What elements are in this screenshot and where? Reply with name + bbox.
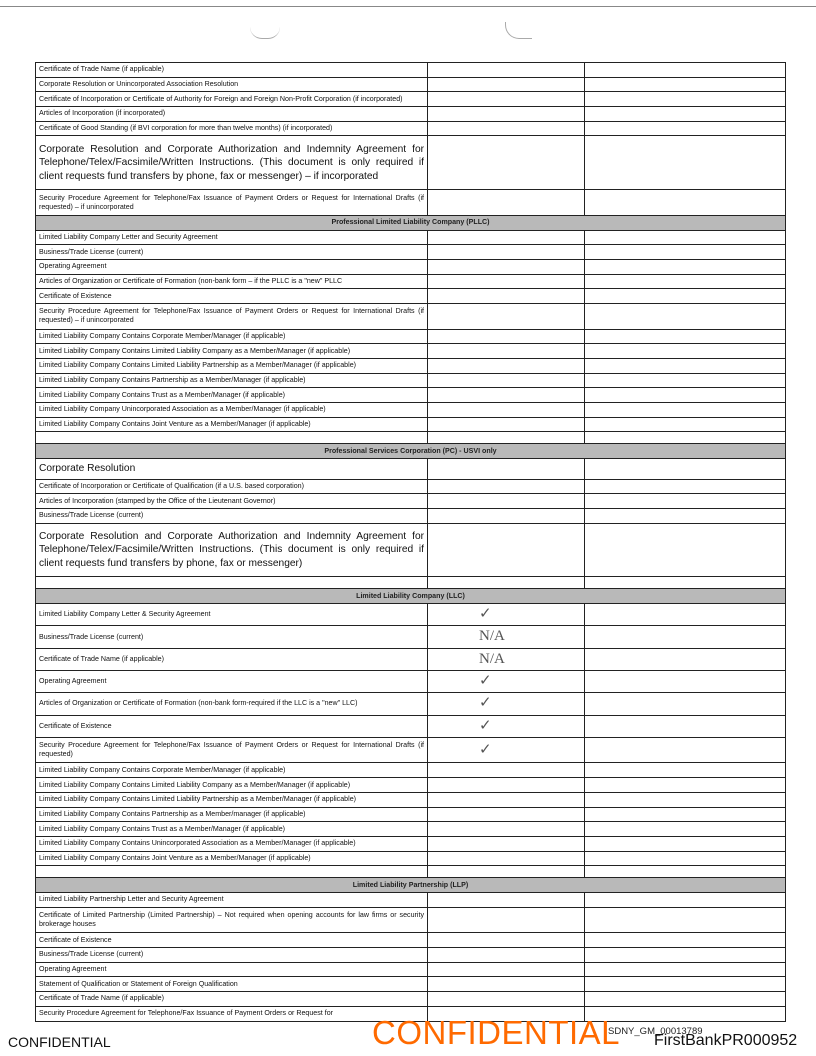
- comments-cell: [585, 373, 786, 388]
- checklist-row: [36, 92, 786, 107]
- checklist-row: [36, 303, 786, 329]
- checklist-row: [36, 479, 786, 494]
- requirement-label: Security Procedure Agreement for Telephone/Fax Issuance of Payment Orders or Request for International Drafts (if requested) – if unincorporated: [36, 190, 428, 216]
- checklist-row: [36, 992, 786, 1007]
- checklist-row: [36, 933, 786, 948]
- section-header: [36, 589, 786, 604]
- requirement-label: Certificate of Trade Name (if applicable): [36, 992, 428, 1007]
- received-cell: [428, 778, 585, 793]
- comments-cell: [585, 907, 786, 933]
- checklist-row: [36, 121, 786, 136]
- received-cell: [428, 892, 585, 907]
- checklist-row: [36, 523, 786, 577]
- checklist-row: [36, 136, 786, 190]
- blank-cell: [36, 577, 428, 589]
- received-cell: [428, 907, 585, 933]
- checklist-row: [36, 107, 786, 122]
- handwritten-mark: N/A: [479, 650, 505, 667]
- received-cell: [428, 763, 585, 778]
- received-cell: [428, 737, 585, 763]
- received-cell: [428, 962, 585, 977]
- comments-cell: [585, 715, 786, 737]
- received-cell: [428, 648, 585, 670]
- handwritten-mark: N/A: [479, 628, 505, 645]
- received-cell: [428, 63, 585, 78]
- handwritten-mark: ✓: [479, 717, 492, 734]
- requirement-label: Limited Liability Company Contains Limited Liability Company as a Member/Manager (if applicable): [36, 778, 428, 793]
- checklist-row: [36, 626, 786, 648]
- received-cell: [428, 715, 585, 737]
- requirement-label: Articles of Incorporation (stamped by the Office of the Lieutenant Governor): [36, 494, 428, 509]
- comments-cell: [585, 648, 786, 670]
- requirement-label: Certificate of Existence: [36, 933, 428, 948]
- requirement-label: Operating Agreement: [36, 670, 428, 692]
- received-cell: [428, 948, 585, 963]
- received-cell: [428, 344, 585, 359]
- checklist-row: [36, 344, 786, 359]
- checklist-row: [36, 359, 786, 374]
- comments-cell: [585, 670, 786, 692]
- handwritten-mark: ✓: [479, 695, 492, 712]
- requirement-label: Limited Liability Company Contains Joint Venture as a Member/Manager (if applicable): [36, 417, 428, 432]
- checklist-row: [36, 807, 786, 822]
- requirement-label: Limited Liability Company Contains Trust as a Member/Manager (if applicable): [36, 822, 428, 837]
- section-header: [36, 215, 786, 230]
- received-cell: [428, 523, 585, 577]
- comments-cell: [585, 459, 786, 479]
- requirement-label: Corporate Resolution and Corporate Authorization and Indemnity Agreement for Telephone/Telex/Facsimile/Written Instructions. (This document is only required if client requests fund transfers by phone, fax or messenger) – if incorporated: [36, 136, 428, 190]
- checklist-row: [36, 274, 786, 289]
- scan-mark: [505, 22, 532, 39]
- requirement-label: Limited Liability Company Contains Limited Liability Partnership as a Member/Manager (if applicable): [36, 359, 428, 374]
- checklist-row: [36, 230, 786, 245]
- comments-cell: [585, 508, 786, 523]
- blank-cell: [585, 577, 786, 589]
- received-cell: [428, 136, 585, 190]
- requirement-label: Limited Liability Company Contains Trust as a Member/Manager (if applicable): [36, 388, 428, 403]
- received-cell: [428, 417, 585, 432]
- comments-cell: [585, 962, 786, 977]
- comments-cell: [585, 403, 786, 418]
- section-title: Professional Services Corporation (PC) - USVI only: [36, 444, 786, 459]
- comments-cell: [585, 63, 786, 78]
- comments-cell: [585, 792, 786, 807]
- comments-cell: [585, 626, 786, 648]
- comments-cell: [585, 388, 786, 403]
- requirement-label: Certificate of Trade Name (if applicable): [36, 648, 428, 670]
- handwritten-mark: ✓: [479, 673, 492, 690]
- received-cell: [428, 274, 585, 289]
- received-cell: [428, 851, 585, 866]
- received-cell: [428, 190, 585, 216]
- received-cell: [428, 508, 585, 523]
- checklist-row: [36, 792, 786, 807]
- comments-cell: [585, 948, 786, 963]
- requirement-label: Corporate Resolution: [36, 459, 428, 479]
- received-cell: [428, 373, 585, 388]
- received-cell: [428, 107, 585, 122]
- top-rule: [0, 6, 816, 7]
- received-cell: [428, 933, 585, 948]
- received-cell: [428, 836, 585, 851]
- comments-cell: [585, 822, 786, 837]
- checklist-row: [36, 693, 786, 715]
- checklist-row: [36, 763, 786, 778]
- checklist-row: [36, 778, 786, 793]
- received-cell: [428, 92, 585, 107]
- comments-cell: [585, 933, 786, 948]
- received-cell: [428, 792, 585, 807]
- checklist-row: [36, 494, 786, 509]
- requirement-label: Limited Liability Partnership Letter and Security Agreement: [36, 892, 428, 907]
- blank-row: [36, 432, 786, 444]
- received-cell: [428, 303, 585, 329]
- requirement-label: Certificate of Trade Name (if applicable): [36, 63, 428, 78]
- checklist-row: [36, 962, 786, 977]
- comments-cell: [585, 523, 786, 577]
- comments-cell: [585, 992, 786, 1007]
- requirement-label: Certificate of Existence: [36, 289, 428, 304]
- requirement-label: Certificate of Incorporation or Certificate of Qualification (if a U.S. based corporation): [36, 479, 428, 494]
- requirement-label: Security Procedure Agreement for Telephone/Fax Issuance of Payment Orders or Request for International Drafts (if requested): [36, 737, 428, 763]
- requirement-label: Operating Agreement: [36, 259, 428, 274]
- checklist-row: [36, 648, 786, 670]
- comments-cell: [585, 274, 786, 289]
- received-cell: [428, 121, 585, 136]
- comments-cell: [585, 329, 786, 344]
- blank-row: [36, 577, 786, 589]
- comments-cell: [585, 737, 786, 763]
- received-cell: [428, 388, 585, 403]
- received-cell: [428, 359, 585, 374]
- requirement-label: Business/Trade License (current): [36, 948, 428, 963]
- requirement-label: Security Procedure Agreement for Telephone/Fax Issuance of Payment Orders or Request for International Drafts (if requested) – if unincorporated: [36, 303, 428, 329]
- received-cell: [428, 807, 585, 822]
- requirement-label: Corporate Resolution or Unincorporated Association Resolution: [36, 77, 428, 92]
- received-cell: [428, 977, 585, 992]
- requirement-label: Limited Liability Company Contains Unincorporated Association as a Member/Manager (if applicable): [36, 836, 428, 851]
- received-cell: [428, 494, 585, 509]
- document-checklist-table: [35, 62, 786, 1022]
- bates-number: SDNY_GM_00013789: [608, 1026, 703, 1037]
- comments-cell: [585, 494, 786, 509]
- checklist-row: [36, 670, 786, 692]
- comments-cell: [585, 807, 786, 822]
- received-cell: [428, 259, 585, 274]
- comments-cell: [585, 763, 786, 778]
- requirement-label: Articles of Organization or Certificate of Formation (non-bank form – if the PLLC is a "new" PLLC: [36, 274, 428, 289]
- confidential-stamp: CONFIDENTIAL: [372, 1014, 621, 1051]
- comments-cell: [585, 230, 786, 245]
- requirement-label: Limited Liability Company Letter & Security Agreement: [36, 604, 428, 626]
- requirement-label: Limited Liability Company Contains Corporate Member/Manager (if applicable): [36, 763, 428, 778]
- checklist-row: [36, 190, 786, 216]
- comments-cell: [585, 851, 786, 866]
- blank-cell: [36, 432, 428, 444]
- checklist-row: [36, 715, 786, 737]
- requirement-label: Business/Trade License (current): [36, 508, 428, 523]
- requirement-label: Limited Liability Company Contains Joint Venture as a Member/Manager (if applicable): [36, 851, 428, 866]
- requirement-label: Certificate of Good Standing (if BVI corporation for more than twelve months) (if incorporated): [36, 121, 428, 136]
- comments-cell: [585, 479, 786, 494]
- comments-cell: [585, 604, 786, 626]
- checklist-row: [36, 63, 786, 78]
- comments-cell: [585, 303, 786, 329]
- received-cell: [428, 245, 585, 260]
- comments-cell: [585, 693, 786, 715]
- checklist-row: [36, 948, 786, 963]
- comments-cell: [585, 344, 786, 359]
- checklist-row: [36, 604, 786, 626]
- comments-cell: [585, 77, 786, 92]
- comments-cell: [585, 836, 786, 851]
- checklist-row: [36, 836, 786, 851]
- checklist-row: [36, 289, 786, 304]
- comments-cell: [585, 121, 786, 136]
- blank-cell: [36, 866, 428, 878]
- handwritten-mark: ✓: [479, 741, 492, 758]
- comments-cell: [585, 136, 786, 190]
- checklist-row: [36, 388, 786, 403]
- blank-cell: [428, 577, 585, 589]
- received-cell: [428, 289, 585, 304]
- checklist-row: [36, 892, 786, 907]
- blank-cell: [585, 866, 786, 878]
- requirement-label: Limited Liability Company Contains Limited Liability Partnership as a Member/Manager (if applicable): [36, 792, 428, 807]
- received-cell: [428, 604, 585, 626]
- checklist-row: [36, 907, 786, 933]
- received-cell: [428, 77, 585, 92]
- blank-cell: [428, 866, 585, 878]
- comments-cell: [585, 778, 786, 793]
- received-cell: [428, 230, 585, 245]
- checklist-row: [36, 822, 786, 837]
- checklist-row: [36, 459, 786, 479]
- blank-cell: [585, 432, 786, 444]
- checklist-row: [36, 737, 786, 763]
- checklist-row: [36, 329, 786, 344]
- checklist-row: [36, 245, 786, 260]
- comments-cell: [585, 190, 786, 216]
- comments-cell: [585, 92, 786, 107]
- checklist-row: [36, 977, 786, 992]
- requirement-label: Articles of Incorporation (if incorporated): [36, 107, 428, 122]
- requirement-label: Limited Liability Company Contains Partnership as a Member/Manager (if applicable): [36, 373, 428, 388]
- requirement-label: Certificate of Incorporation or Certificate of Authority for Foreign and Foreign Non-Profit Corporation (if incorporated): [36, 92, 428, 107]
- requirement-label: Certificate of Limited Partnership (Limited Partnership) – Not required when opening accounts for law firms or security brokerage houses: [36, 907, 428, 933]
- blank-row: [36, 866, 786, 878]
- requirement-label: Certificate of Existence: [36, 715, 428, 737]
- received-cell: [428, 693, 585, 715]
- requirement-label: Limited Liability Company Letter and Security Agreement: [36, 230, 428, 245]
- section-title: Limited Liability Partnership (LLP): [36, 878, 786, 893]
- checklist-row: [36, 508, 786, 523]
- comments-cell: [585, 892, 786, 907]
- requirement-label: Operating Agreement: [36, 962, 428, 977]
- received-cell: [428, 479, 585, 494]
- received-cell: [428, 822, 585, 837]
- received-cell: [428, 670, 585, 692]
- checklist-row: [36, 259, 786, 274]
- scan-mark: [250, 24, 280, 39]
- requirement-label: Security Procedure Agreement for Telephone/Fax Issuance of Payment Orders or Request for: [36, 1006, 428, 1021]
- requirement-label: Limited Liability Company Contains Corporate Member/Manager (if applicable): [36, 329, 428, 344]
- section-header: [36, 444, 786, 459]
- requirement-label: Business/Trade License (current): [36, 245, 428, 260]
- section-title: Limited Liability Company (LLC): [36, 589, 786, 604]
- requirement-label: Business/Trade License (current): [36, 626, 428, 648]
- checklist-row: [36, 373, 786, 388]
- checklist-row: [36, 403, 786, 418]
- comments-cell: [585, 245, 786, 260]
- comments-cell: [585, 259, 786, 274]
- checklist-row: [36, 417, 786, 432]
- handwritten-mark: ✓: [479, 606, 492, 623]
- requirement-label: Limited Liability Company Contains Partnership as a Member/manager (if applicable): [36, 807, 428, 822]
- confidential-label: CONFIDENTIAL: [8, 1034, 111, 1050]
- comments-cell: [585, 977, 786, 992]
- comments-cell: [585, 359, 786, 374]
- section-title: Professional Limited Liability Company (PLLC): [36, 215, 786, 230]
- blank-cell: [428, 432, 585, 444]
- received-cell: [428, 403, 585, 418]
- bank-document-id: FirstBankPR000952: [654, 1032, 798, 1049]
- received-cell: [428, 329, 585, 344]
- requirement-label: Limited Liability Company Contains Limited Liability Company as a Member/Manager (if applicable): [36, 344, 428, 359]
- requirement-label: Limited Liability Company Unincorporated Association as a Member/Manager (if applicable): [36, 403, 428, 418]
- requirement-label: Statement of Qualification or Statement of Foreign Qualification: [36, 977, 428, 992]
- checklist-row: [36, 851, 786, 866]
- comments-cell: [585, 289, 786, 304]
- section-header: [36, 878, 786, 893]
- checklist-row: [36, 77, 786, 92]
- received-cell: [428, 459, 585, 479]
- comments-cell: [585, 417, 786, 432]
- requirement-label: Corporate Resolution and Corporate Authorization and Indemnity Agreement for Telephone/Telex/Facsimile/Written Instructions. (This document is only required if client requests fund transfers by phone, fax or messenger): [36, 523, 428, 577]
- requirement-label: Articles of Organization or Certificate of Formation (non-bank form-required if the LLC is a "new" LLC): [36, 693, 428, 715]
- comments-cell: [585, 107, 786, 122]
- received-cell: [428, 626, 585, 648]
- received-cell: [428, 992, 585, 1007]
